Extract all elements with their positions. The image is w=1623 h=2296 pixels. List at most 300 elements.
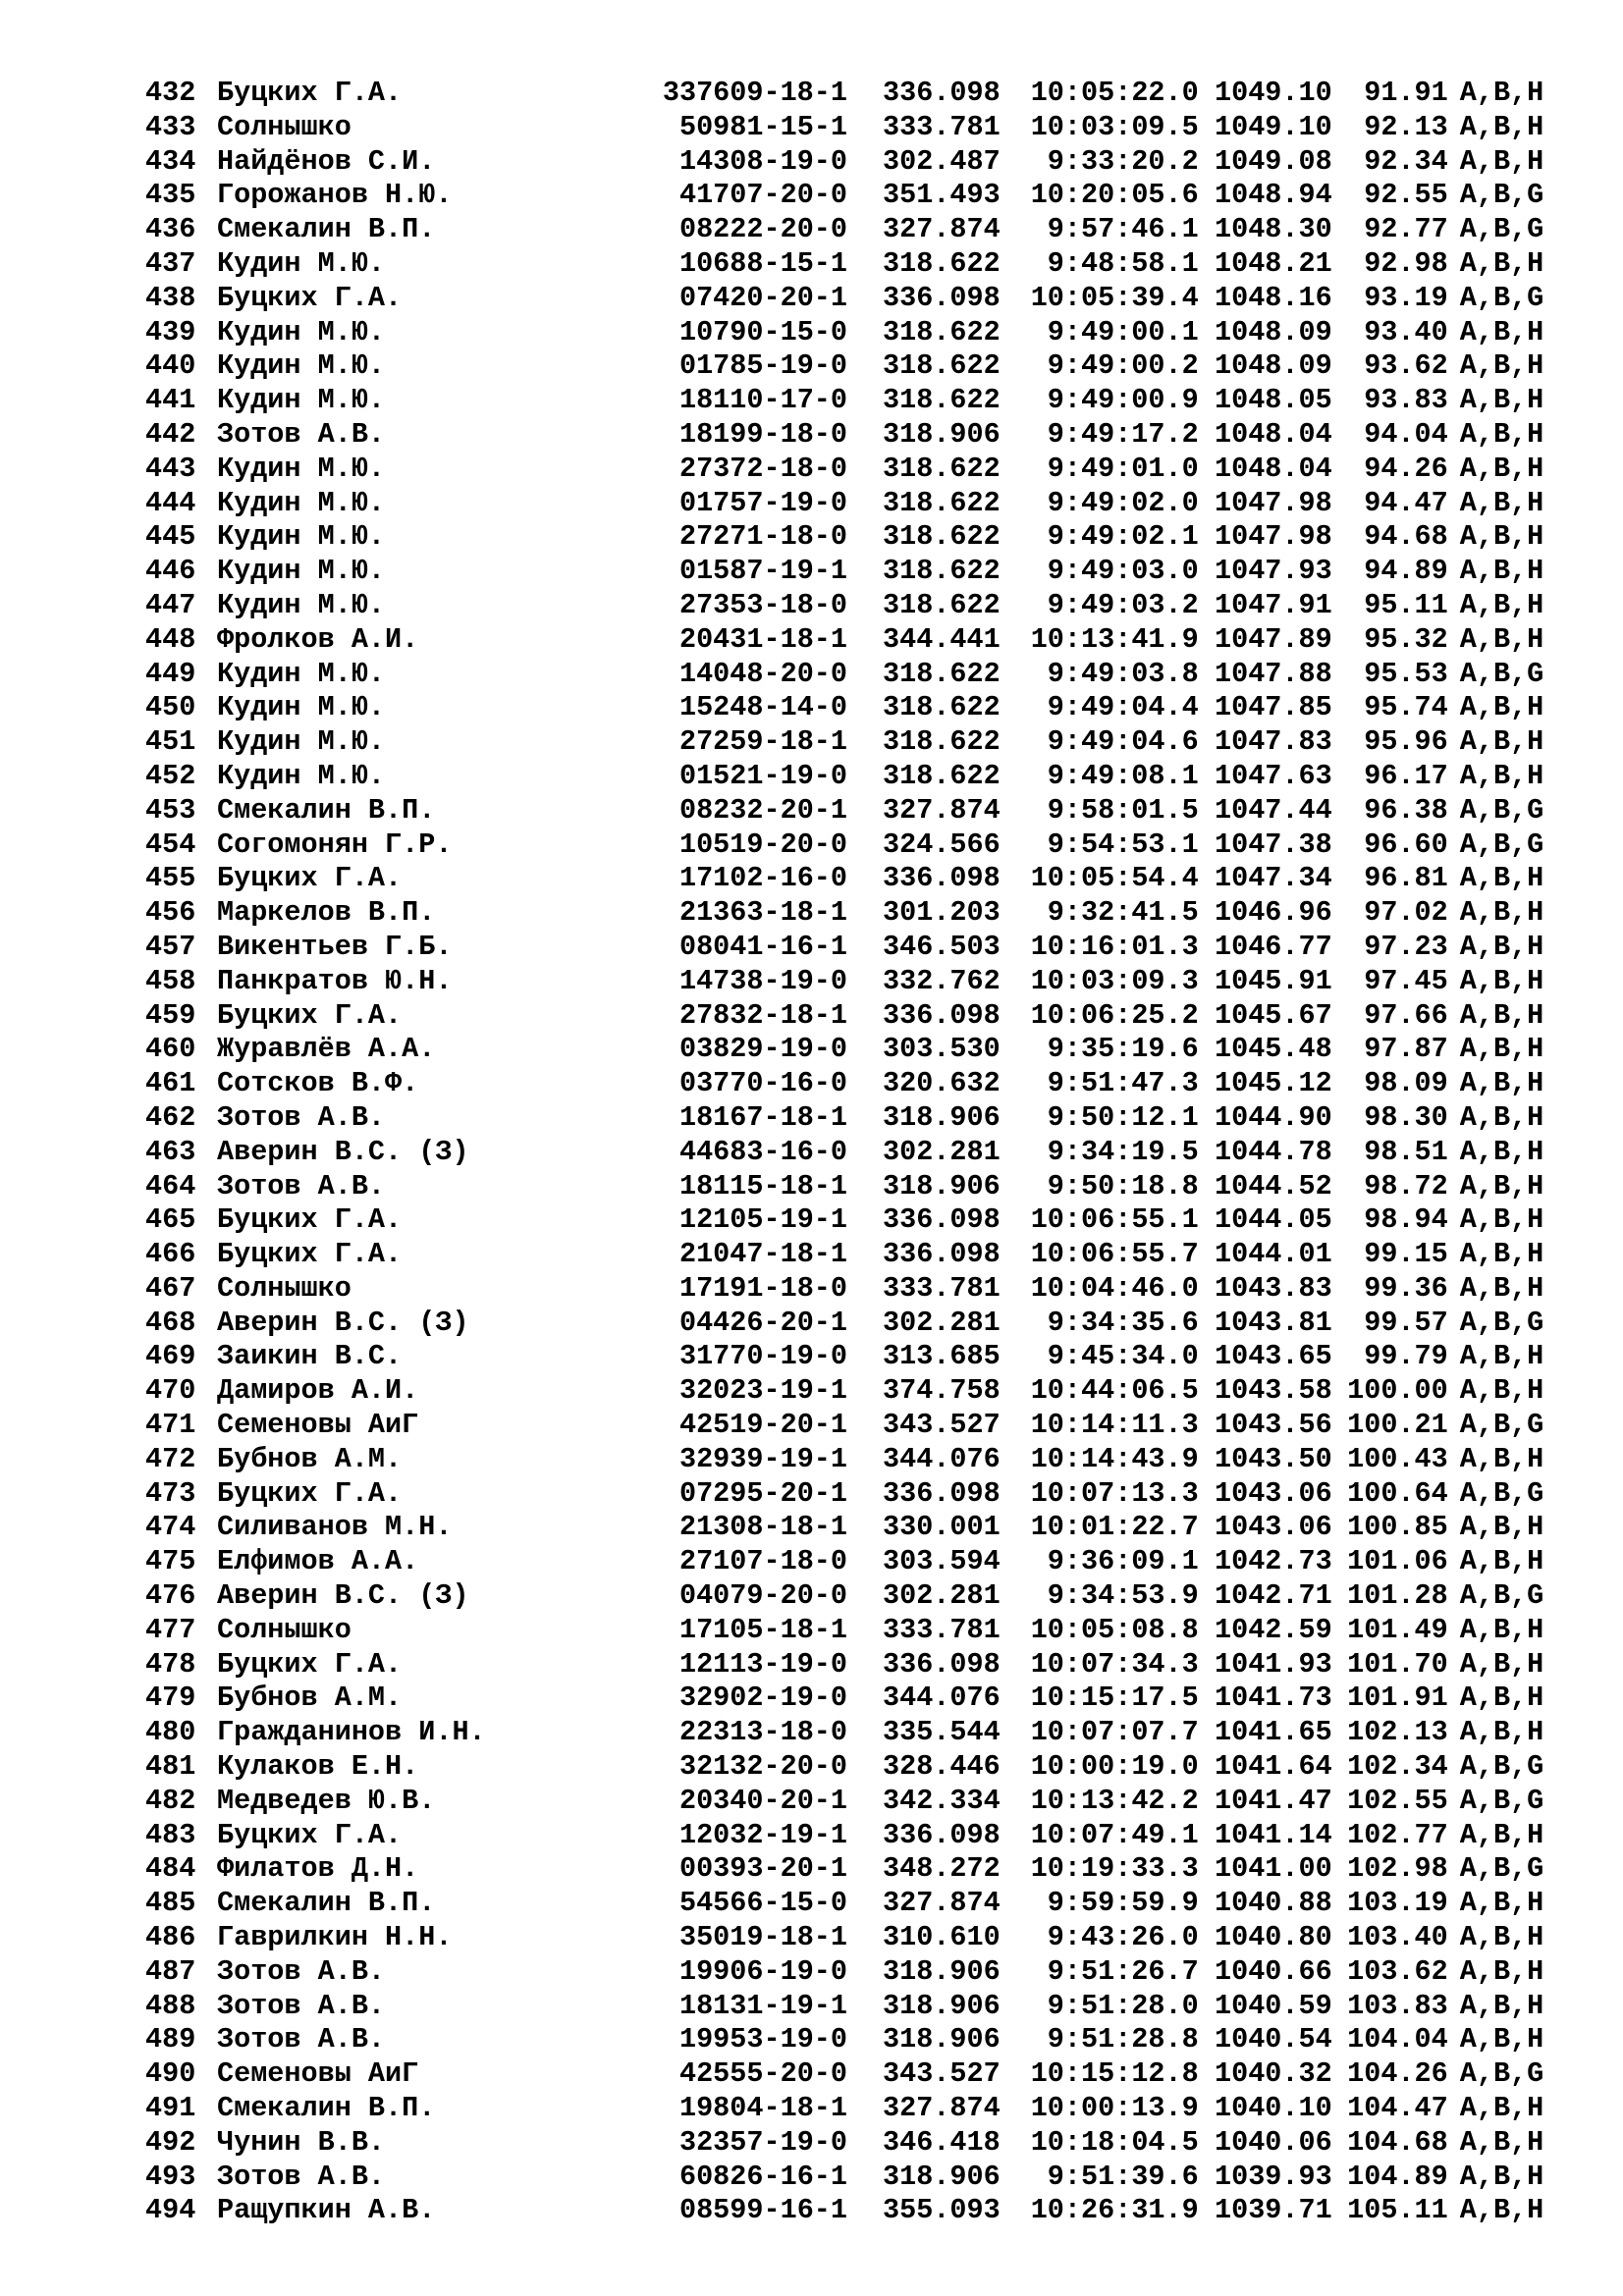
table-row [145,179,1568,213]
place-cell: 467 [145,1271,196,1305]
distance-cell: 318.622 [883,384,1001,417]
distance-cell: 318.906 [883,417,1001,451]
distance-cell: 336.098 [883,998,1001,1032]
percent-cell: 98.94 [1364,1203,1448,1237]
table-row [145,999,1568,1034]
percent-cell: 100.00 [1347,1374,1448,1408]
ring-number-cell: 35019-18-1 [678,1921,847,1954]
fancier-name-cell: Семеновы АиГ [217,2057,419,2091]
place-cell: 472 [145,1442,196,1475]
place-cell: 444 [145,486,196,519]
distance-cell: 318.622 [883,691,1001,724]
classes-cell: A,B,G [1459,179,1544,212]
place-cell: 453 [145,793,196,827]
arrival-time-cell: 9:54:53.1 [1047,828,1199,861]
place-cell: 459 [145,998,196,1032]
place-cell: 480 [145,1716,196,1749]
percent-cell: 101.91 [1347,1682,1448,1715]
classes-cell: A,B,H [1459,555,1544,588]
percent-cell: 103.62 [1347,1954,1448,1988]
table-row [145,1887,1568,1921]
ring-number-cell: 07420-20-1 [678,281,847,314]
percent-cell: 98.09 [1364,1067,1448,1100]
place-cell: 475 [145,1545,196,1578]
place-cell: 449 [145,657,196,690]
classes-cell: A,B,G [1459,1750,1544,1784]
place-cell: 463 [145,1135,196,1168]
classes-cell: A,B,H [1459,1238,1544,1271]
arrival-time-cell: 9:49:01.0 [1047,452,1199,485]
percent-cell: 95.74 [1364,691,1448,724]
speed-cell: 1047.85 [1215,691,1332,724]
classes-cell: A,B,H [1459,896,1544,930]
distance-cell: 327.874 [883,1887,1001,1920]
arrival-time-cell: 10:01:22.7 [1030,1511,1199,1544]
percent-cell: 101.49 [1347,1613,1448,1646]
place-cell: 486 [145,1921,196,1954]
place-cell: 468 [145,1306,196,1339]
fancier-name-cell: Кудин М.Ю. [217,691,386,724]
ring-number-cell: 337609-18-1 [662,77,847,109]
ring-number-cell: 27832-18-1 [678,998,847,1032]
table-row [145,965,1568,999]
classes-cell: A,B,H [1459,520,1544,554]
fancier-name-cell: Зотов А.В. [217,417,386,451]
arrival-time-cell: 10:20:05.6 [1030,179,1199,212]
arrival-time-cell: 10:07:34.3 [1030,1647,1199,1681]
classes-cell: A,B,H [1459,384,1544,417]
percent-cell: 98.30 [1364,1100,1448,1134]
percent-cell: 93.40 [1364,315,1448,348]
table-row [145,1101,1568,1136]
classes-cell: A,B,G [1459,793,1544,827]
table-row [145,453,1568,487]
fancier-name-cell: Медведев Ю.В. [217,1784,436,1817]
place-cell: 451 [145,725,196,759]
arrival-time-cell: 10:06:55.1 [1030,1203,1199,1237]
ring-number-cell: 32902-19-0 [678,1682,847,1715]
arrival-time-cell: 9:51:26.7 [1047,1954,1199,1988]
arrival-time-cell: 9:34:53.9 [1047,1579,1199,1613]
arrival-time-cell: 9:34:35.6 [1047,1306,1199,1339]
distance-cell: 318.622 [883,349,1001,383]
ring-number-cell: 27271-18-0 [678,520,847,554]
arrival-time-cell: 10:06:25.2 [1030,998,1199,1032]
classes-cell: A,B,H [1459,2194,1544,2227]
percent-cell: 99.79 [1364,1340,1448,1373]
ring-number-cell: 15248-14-0 [678,691,847,724]
fancier-name-cell: Кудин М.Ю. [217,520,386,554]
speed-cell: 1048.21 [1215,246,1332,280]
place-cell: 476 [145,1579,196,1613]
classes-cell: A,B,H [1459,1716,1544,1749]
table-row [145,828,1568,863]
ring-number-cell: 14738-19-0 [678,964,847,997]
table-row [145,1648,1568,1682]
arrival-time-cell: 9:34:19.5 [1047,1135,1199,1168]
fancier-name-cell: Семеновы АиГ [217,1409,419,1442]
place-cell: 483 [145,1818,196,1851]
classes-cell: A,B,H [1459,930,1544,963]
classes-cell: A,B,H [1459,622,1544,656]
table-row [145,2126,1568,2161]
table-row [145,418,1568,453]
distance-cell: 310.610 [883,1921,1001,1954]
place-cell: 478 [145,1647,196,1681]
arrival-time-cell: 10:15:12.8 [1030,2057,1199,2091]
arrival-time-cell: 10:18:04.5 [1030,2125,1199,2159]
fancier-name-cell: Смекалин В.П. [217,793,436,827]
arrival-time-cell: 9:49:00.1 [1047,315,1199,348]
table-row [145,247,1568,282]
fancier-name-cell: Буцких Г.А. [217,281,403,314]
distance-cell: 313.685 [883,1340,1001,1373]
percent-cell: 93.83 [1364,384,1448,417]
fancier-name-cell: Горожанов Н.Ю. [217,179,453,212]
speed-cell: 1041.00 [1215,1852,1332,1886]
arrival-time-cell: 10:13:42.2 [1030,1784,1199,1817]
distance-cell: 302.281 [883,1579,1001,1613]
place-cell: 492 [145,2125,196,2159]
speed-cell: 1039.93 [1215,2160,1332,2193]
distance-cell: 336.098 [883,1476,1001,1510]
results-table-body [145,77,1568,2228]
percent-cell: 98.72 [1364,1169,1448,1202]
table-row [145,1750,1568,1785]
ring-number-cell: 27107-18-0 [678,1545,847,1578]
arrival-time-cell: 10:14:43.9 [1030,1442,1199,1475]
place-cell: 477 [145,1613,196,1646]
speed-cell: 1047.44 [1215,793,1332,827]
percent-cell: 102.98 [1347,1852,1448,1886]
classes-cell: A,B,H [1459,1100,1544,1134]
table-row [145,725,1568,760]
table-row [145,1203,1568,1238]
classes-cell: A,B,H [1459,1511,1544,1544]
table-row [145,555,1568,589]
place-cell: 435 [145,179,196,212]
place-cell: 479 [145,1682,196,1715]
place-cell: 433 [145,110,196,143]
percent-cell: 99.36 [1364,1271,1448,1305]
place-cell: 466 [145,1238,196,1271]
ring-number-cell: 17105-18-1 [678,1613,847,1646]
percent-cell: 92.98 [1364,246,1448,280]
fancier-name-cell: Смекалин В.П. [217,1887,436,1920]
distance-cell: 332.762 [883,964,1001,997]
distance-cell: 335.544 [883,1716,1001,1749]
fancier-name-cell: Зотов А.В. [217,1169,386,1202]
ring-number-cell: 21308-18-1 [678,1511,847,1544]
ring-number-cell: 18167-18-1 [678,1100,847,1134]
table-row [145,77,1568,111]
fancier-name-cell: Буцких Г.А. [217,998,403,1032]
classes-cell: A,B,H [1459,1887,1544,1920]
table-row [145,1955,1568,1990]
percent-cell: 93.19 [1364,281,1448,314]
distance-cell: 330.001 [883,1511,1001,1544]
fancier-name-cell: Буцких Г.А. [217,1476,403,1510]
percent-cell: 104.26 [1347,2057,1448,2091]
distance-cell: 318.622 [883,520,1001,554]
distance-cell: 336.098 [883,1238,1001,1271]
distance-cell: 318.906 [883,1100,1001,1134]
distance-cell: 351.493 [883,179,1001,212]
speed-cell: 1041.73 [1215,1682,1332,1715]
classes-cell: A,B,H [1459,1682,1544,1715]
speed-cell: 1045.91 [1215,964,1332,997]
ring-number-cell: 42519-20-1 [678,1409,847,1442]
place-cell: 434 [145,144,196,178]
classes-cell: A,B,H [1459,759,1544,792]
speed-cell: 1043.58 [1215,1374,1332,1408]
percent-cell: 93.62 [1364,349,1448,383]
fancier-name-cell: Кудин М.Ю. [217,725,386,759]
table-row [145,282,1568,316]
fancier-name-cell: Панкратов Ю.Н. [217,964,453,997]
ring-number-cell: 19953-19-0 [678,2023,847,2056]
percent-cell: 102.77 [1347,1818,1448,1851]
ring-number-cell: 01757-19-0 [678,486,847,519]
fancier-name-cell: Зотов А.В. [217,2023,386,2056]
table-row [145,1819,1568,1853]
ring-number-cell: 01521-19-0 [678,759,847,792]
classes-cell: A,B,H [1459,1989,1544,2022]
speed-cell: 1045.12 [1215,1067,1332,1100]
distance-cell: 344.441 [883,622,1001,656]
classes-cell: A,B,G [1459,828,1544,861]
classes-cell: A,B,G [1459,1852,1544,1886]
distance-cell: 343.527 [883,1409,1001,1442]
ring-number-cell: 27372-18-0 [678,452,847,485]
percent-cell: 97.02 [1364,896,1448,930]
arrival-time-cell: 10:14:11.3 [1030,1409,1199,1442]
table-row [145,1921,1568,1955]
table-row [145,1374,1568,1409]
arrival-time-cell: 10:05:54.4 [1030,862,1199,895]
percent-cell: 103.40 [1347,1921,1448,1954]
percent-cell: 99.15 [1364,1238,1448,1271]
speed-cell: 1048.30 [1215,213,1332,246]
arrival-time-cell: 9:48:58.1 [1047,246,1199,280]
table-row [145,931,1568,965]
table-row [145,1990,1568,2024]
speed-cell: 1041.93 [1215,1647,1332,1681]
place-cell: 482 [145,1784,196,1817]
distance-cell: 318.622 [883,588,1001,621]
classes-cell: A,B,H [1459,2160,1544,2193]
table-row [145,2023,1568,2057]
place-cell: 436 [145,213,196,246]
ring-number-cell: 42555-20-0 [678,2057,847,2091]
place-cell: 455 [145,862,196,895]
classes-cell: A,B,H [1459,452,1544,485]
fancier-name-cell: Гаврилкин Н.Н. [217,1921,453,1954]
speed-cell: 1048.09 [1215,349,1332,383]
table-row [145,1477,1568,1512]
table-row [145,2092,1568,2126]
classes-cell: A,B,H [1459,725,1544,759]
classes-cell: A,B,H [1459,110,1544,143]
place-cell: 439 [145,315,196,348]
distance-cell: 344.076 [883,1442,1001,1475]
ring-number-cell: 07295-20-1 [678,1476,847,1510]
classes-cell: A,B,H [1459,2092,1544,2125]
place-cell: 488 [145,1989,196,2022]
percent-cell: 95.53 [1364,657,1448,690]
ring-number-cell: 19804-18-1 [678,2092,847,2125]
arrival-time-cell: 10:13:41.9 [1030,622,1199,656]
place-cell: 437 [145,246,196,280]
distance-cell: 302.487 [883,144,1001,178]
arrival-time-cell: 10:07:07.7 [1030,1716,1199,1749]
ring-number-cell: 21363-18-1 [678,896,847,930]
percent-cell: 91.91 [1364,77,1448,109]
fancier-name-cell: Кудин М.Ю. [217,349,386,383]
ring-number-cell: 04079-20-0 [678,1579,847,1613]
distance-cell: 318.622 [883,555,1001,588]
arrival-time-cell: 9:49:04.6 [1047,725,1199,759]
percent-cell: 97.23 [1364,930,1448,963]
place-cell: 452 [145,759,196,792]
arrival-time-cell: 9:45:34.0 [1047,1340,1199,1373]
distance-cell: 328.446 [883,1750,1001,1784]
percent-cell: 102.13 [1347,1716,1448,1749]
speed-cell: 1043.06 [1215,1476,1332,1510]
table-row [145,623,1568,658]
arrival-time-cell: 10:05:39.4 [1030,281,1199,314]
table-row [145,658,1568,692]
distance-cell: 343.527 [883,2057,1001,2091]
place-cell: 445 [145,520,196,554]
arrival-time-cell: 9:49:02.1 [1047,520,1199,554]
ring-number-cell: 32939-19-1 [678,1442,847,1475]
fancier-name-cell: Кудин М.Ю. [217,315,386,348]
classes-cell: A,B,H [1459,77,1544,109]
fancier-name-cell: Аверин В.С. (З) [217,1306,469,1339]
fancier-name-cell: Кулаков Е.Н. [217,1750,419,1784]
distance-cell: 303.594 [883,1545,1001,1578]
distance-cell: 318.622 [883,246,1001,280]
classes-cell: A,B,H [1459,486,1544,519]
place-cell: 438 [145,281,196,314]
speed-cell: 1045.67 [1215,998,1332,1032]
table-row [145,1067,1568,1101]
classes-cell: A,B,G [1459,1579,1544,1613]
speed-cell: 1045.48 [1215,1033,1332,1066]
percent-cell: 100.21 [1347,1409,1448,1442]
arrival-time-cell: 9:49:00.2 [1047,349,1199,383]
speed-cell: 1047.98 [1215,520,1332,554]
fancier-name-cell: Елфимов А.А. [217,1545,419,1578]
ring-number-cell: 44683-16-0 [678,1135,847,1168]
fancier-name-cell: Дамиров А.И. [217,1374,419,1408]
distance-cell: 333.781 [883,110,1001,143]
ring-number-cell: 17191-18-0 [678,1271,847,1305]
fancier-name-cell: Викентьев Г.Б. [217,930,453,963]
arrival-time-cell: 9:49:03.8 [1047,657,1199,690]
classes-cell: A,B,H [1459,691,1544,724]
fancier-name-cell: Кудин М.Ю. [217,486,386,519]
percent-cell: 102.34 [1347,1750,1448,1784]
speed-cell: 1044.52 [1215,1169,1332,1202]
percent-cell: 92.13 [1364,110,1448,143]
ring-number-cell: 60826-16-1 [678,2160,847,2193]
arrival-time-cell: 9:49:03.0 [1047,555,1199,588]
arrival-time-cell: 9:58:01.5 [1047,793,1199,827]
ring-number-cell: 17102-16-0 [678,862,847,895]
percent-cell: 103.19 [1347,1887,1448,1920]
speed-cell: 1047.63 [1215,759,1332,792]
arrival-time-cell: 10:03:09.5 [1030,110,1199,143]
fancier-name-cell: Солнышко [217,110,352,143]
place-cell: 474 [145,1511,196,1544]
percent-cell: 97.87 [1364,1033,1448,1066]
place-cell: 442 [145,417,196,451]
speed-cell: 1042.59 [1215,1613,1332,1646]
percent-cell: 104.68 [1347,2125,1448,2159]
percent-cell: 105.11 [1347,2194,1448,2227]
table-row [145,1682,1568,1716]
speed-cell: 1041.64 [1215,1750,1332,1784]
fancier-name-cell: Кудин М.Ю. [217,588,386,621]
classes-cell: A,B,H [1459,1135,1544,1168]
ring-number-cell: 27353-18-0 [678,588,847,621]
arrival-time-cell: 9:51:28.0 [1047,1989,1199,2022]
percent-cell: 96.81 [1364,862,1448,895]
speed-cell: 1047.34 [1215,862,1332,895]
arrival-time-cell: 9:49:04.4 [1047,691,1199,724]
arrival-time-cell: 9:51:47.3 [1047,1067,1199,1100]
arrival-time-cell: 9:35:19.6 [1047,1033,1199,1066]
arrival-time-cell: 10:04:46.0 [1030,1271,1199,1305]
fancier-name-cell: Ращупкин А.В. [217,2194,436,2227]
ring-number-cell: 31770-19-0 [678,1340,847,1373]
fancier-name-cell: Журавлёв А.А. [217,1033,436,1066]
arrival-time-cell: 10:00:13.9 [1030,2092,1199,2125]
fancier-name-cell: Найдёнов С.И. [217,144,436,178]
percent-cell: 95.32 [1364,622,1448,656]
speed-cell: 1048.09 [1215,315,1332,348]
classes-cell: A,B,H [1459,1954,1544,1988]
speed-cell: 1043.50 [1215,1442,1332,1475]
table-row [145,589,1568,623]
place-cell: 446 [145,555,196,588]
classes-cell: A,B,H [1459,862,1544,895]
percent-cell: 96.60 [1364,828,1448,861]
table-row [145,1545,1568,1579]
table-row [145,1033,1568,1067]
place-cell: 447 [145,588,196,621]
percent-cell: 101.06 [1347,1545,1448,1578]
speed-cell: 1040.88 [1215,1887,1332,1920]
distance-cell: 336.098 [883,77,1001,109]
arrival-time-cell: 10:06:55.7 [1030,1238,1199,1271]
distance-cell: 327.874 [883,2092,1001,2125]
table-row [145,1785,1568,1819]
fancier-name-cell: Маркелов В.П. [217,896,436,930]
fancier-name-cell: Зотов А.В. [217,1954,386,1988]
arrival-time-cell: 9:49:00.9 [1047,384,1199,417]
distance-cell: 318.906 [883,1989,1001,2022]
ring-number-cell: 21047-18-1 [678,1238,847,1271]
table-row [145,349,1568,384]
ring-number-cell: 08041-16-1 [678,930,847,963]
arrival-time-cell: 10:05:08.8 [1030,1613,1199,1646]
distance-cell: 355.093 [883,2194,1001,2227]
fancier-name-cell: Кудин М.Ю. [217,657,386,690]
classes-cell: A,B,H [1459,1340,1544,1373]
